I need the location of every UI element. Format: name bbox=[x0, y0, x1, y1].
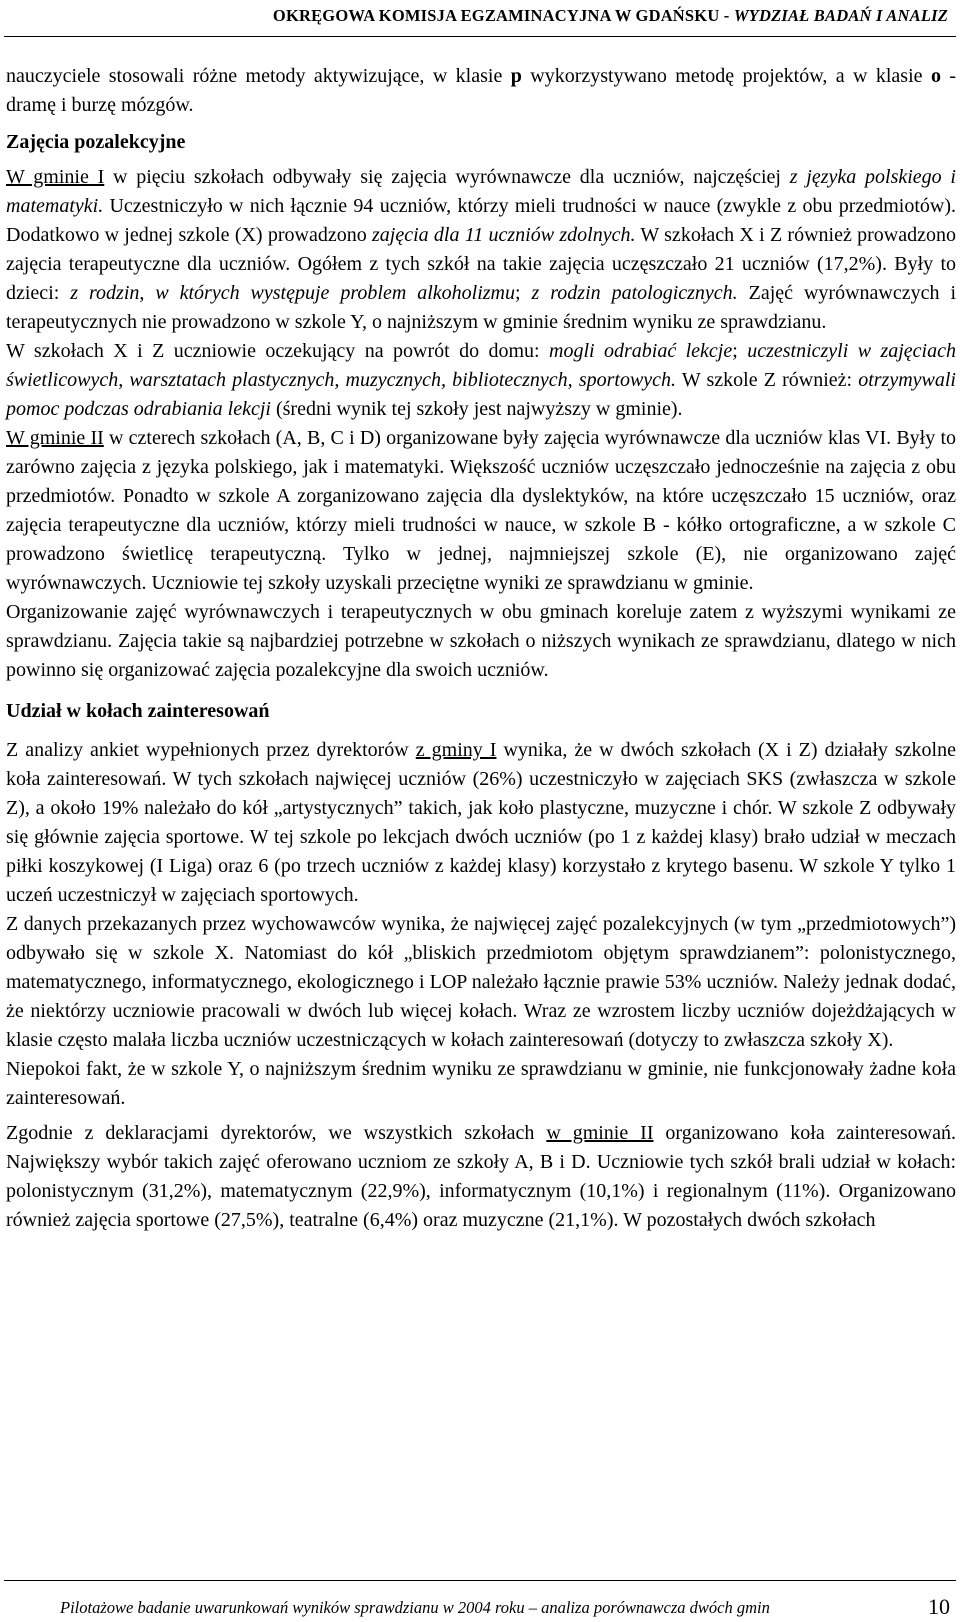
text: Zajęć wyrównawczych i terapeutycznych nie prowadzono w szkole Y, o najniższym w gminie średnim wyniku ze sprawdzianu. bbox=[6, 282, 956, 333]
intro-paragraph bbox=[6, 62, 956, 120]
document-body bbox=[6, 62, 956, 1235]
italic-text: z języka polskiego i matematyki. bbox=[6, 166, 956, 217]
text: (średni wynik tej szkoły jest najwyższy w gminie). bbox=[270, 398, 683, 420]
header-divider bbox=[4, 36, 956, 37]
text: nauczyciele stosowali różne metody aktywizujące, w klasie bbox=[6, 65, 511, 87]
text: wynika, że w dwóch szkołach (X i Z) działały szkolne koła zainteresowań. W tych szkołach najwięcej uczniów (26%) uczestniczyło w zajęciach SKS (zwłaszcza w szkole Z), a około 19% należało do kół „artystycznych” takich, jak koło plastyczne, muzyczne i chór. W szkole Z odbywały się głównie zajęcia sportowe. W tej szkole po lekcjach dwóch uczniów (po 1 z każdej klasy) brało udział w meczach piłki koszykowej (I Liga) oraz 6 (po trzech uczniów z każdej klasy) korzystało z krytego basenu. W szkole Y tylko 1 uczeń uczestniczył w zajęciach sportowych. bbox=[6, 739, 956, 906]
italic-text: otrzymywali pomoc podczas odrabiania lekcji bbox=[6, 369, 956, 420]
paragraph-gmina-2 bbox=[6, 424, 956, 598]
underlined-text: z gminy I bbox=[415, 739, 497, 761]
class-label: o bbox=[930, 65, 941, 87]
text: organizowano koła zainteresowań. Największy wybór takich zajęć oferowano uczniom ze szkoły A, B i D. Uczniowie tych szkół brali udział w kołach: polonistycznym (31,2%), matematycznym (22,9%), informatycznym (10,1%) i regionalnym (11%). Organizowano również zajęcia sportowe (27,5%), teatralne (6,4%) oraz muzyczne (21,1%). W pozostałych dwóch szkołach bbox=[6, 1122, 956, 1231]
text: W szkołach X i Z uczniowie oczekujący na powrót do domu: bbox=[6, 340, 550, 362]
italic-text: zajęcia dla 11 uczniów zdolnych. bbox=[371, 224, 636, 246]
section-heading-extracurricular: Zajęcia pozalekcyjne bbox=[6, 131, 186, 153]
text: ; bbox=[515, 282, 532, 304]
text: W szkołach X i Z również prowadzono zajęcia terapeutyczne dla uczniów. Ogółem z tych szkół na takie zajęcia uczęszczało 21 uczniów (17,2%). Były to dzieci: bbox=[6, 224, 956, 304]
italic-text: mogli odrabiać lekcje bbox=[549, 340, 733, 362]
italic-text: z rodzin, w których występuje problem alkoholizmu bbox=[70, 282, 516, 304]
text: Zgodnie z deklaracjami dyrektorów, we wszystkich szkołach bbox=[6, 1122, 547, 1144]
paragraph-clubs-gmina-1 bbox=[6, 736, 956, 910]
paragraph-clubs-gmina-2 bbox=[6, 1119, 956, 1235]
text: W szkole Z również: bbox=[676, 369, 859, 391]
header-institution: OKRĘGOWA KOMISJA EGZAMINACYJNA W GDAŃSKU - bbox=[272, 6, 734, 25]
italic-text: z rodzin patologicznych. bbox=[531, 282, 738, 304]
text: w czterech szkołach (A, B, C i D) organizowane były zajęcia wyrównawcze dla uczniów klas VI. Były to zarówno zajęcia z języka polskiego, jak i matematyki. Większość uczniów uczęszczało jednocześnie na zajęcia z obu przedmiotów. Ponadto w szkole A zorganizowano zajęcia dla dyslektyków, na które uczęszczało 15 uczniów, oraz zajęcia terapeutyczne dla uczniów, którzy mieli trudności w nauce, w szkole B - kółko ortograficzne, a w szkole C prowadzono świetlicę terapeutyczną. Tylko w jednej, najmniejszej szkole (E), nie organizowano zajęć wyrównawczych. Uczniowie tej szkoły uzyskali przeciętne wyniki ze sprawdzianu w gminie. bbox=[6, 427, 956, 594]
page-number: 10 bbox=[928, 1594, 950, 1619]
text: - dramę i burzę mózgów. bbox=[6, 65, 956, 116]
text: w pięciu szkołach odbywały się zajęcia wyrównawcze dla uczniów, najczęściej bbox=[104, 166, 790, 188]
header-department: WYDZIAŁ BADAŃ I ANALIZ bbox=[733, 6, 948, 25]
paragraph-teachers-data: Z danych przekazanych przez wychowawców wynika, że najwięcej zajęć pozalekcyjnych (w tym „przedmiotowych”) odbywało się w szkole X. Natomiast do kół „bliskich przedmiotom objętym sprawdzianem”: polonistycznego, matematycznego, informatycznego, ekologicznego i LOP należało łącznie prawie 53% uczniów. Należy jednak dodać, że niektórzy uczniowie pracowali w dwóch lub więcej kołach. Wraz ze wzrostem liczby uczniów dojeżdżających w klasie często malała liczba uczniów uczestniczących w kołach zainteresowań (dotyczy to zwłaszcza szkoły X). bbox=[6, 913, 956, 1051]
paragraph-school-y: Niepokoi fakt, że w szkole Y, o najniższym średnim wyniku ze sprawdzianu w gminie, nie funkcjonowały żadne koła zainteresowań. bbox=[6, 1058, 956, 1109]
italic-text: uczestniczyli w zajęciach świetlicowych, warsztatach plastycznych, muzycznych, bibliotecznych, sportowych. bbox=[6, 340, 956, 391]
footer-divider bbox=[4, 1580, 956, 1581]
section-heading-interest-clubs: Udział w kołach zainteresowań bbox=[6, 700, 270, 722]
underlined-text: W gminie I bbox=[6, 166, 105, 188]
paragraph-gmina-1 bbox=[6, 163, 956, 337]
underlined-text: W gminie II bbox=[6, 427, 104, 449]
page-header bbox=[0, 6, 948, 26]
paragraph-conclusion: Organizowanie zajęć wyrównawczych i terapeutycznych w obu gminach koreluje zatem z wyższymi wynikami ze sprawdzianu. Zajęcia takie są najbardziej potrzebne w szkołach o niższych wynikach ze sprawdzianu, dlatego w nich powinno się organizować zajęcia pozalekcyjne dla swoich uczniów. bbox=[6, 601, 956, 681]
footer-title: Pilotażowe badanie uwarunkowań wyników sprawdzianu w 2004 roku – analiza porównawcza dwóch gmin bbox=[60, 1598, 770, 1617]
underlined-text: w gminie II bbox=[546, 1122, 654, 1144]
text: Z analizy ankiet wypełnionych przez dyrektorów bbox=[6, 739, 416, 761]
text: Uczestniczyło w nich łącznie 94 uczniów, którzy mieli trudności w nauce (zwykle z obu przedmiotów). Dodatkowo w jednej szkole (X) prowadzono bbox=[6, 195, 956, 246]
class-label: p bbox=[510, 65, 522, 87]
paragraph-schools-x-z bbox=[6, 337, 956, 424]
text: ; bbox=[732, 340, 748, 362]
text: wykorzystywano metodę projektów, a w klasie bbox=[521, 65, 931, 87]
